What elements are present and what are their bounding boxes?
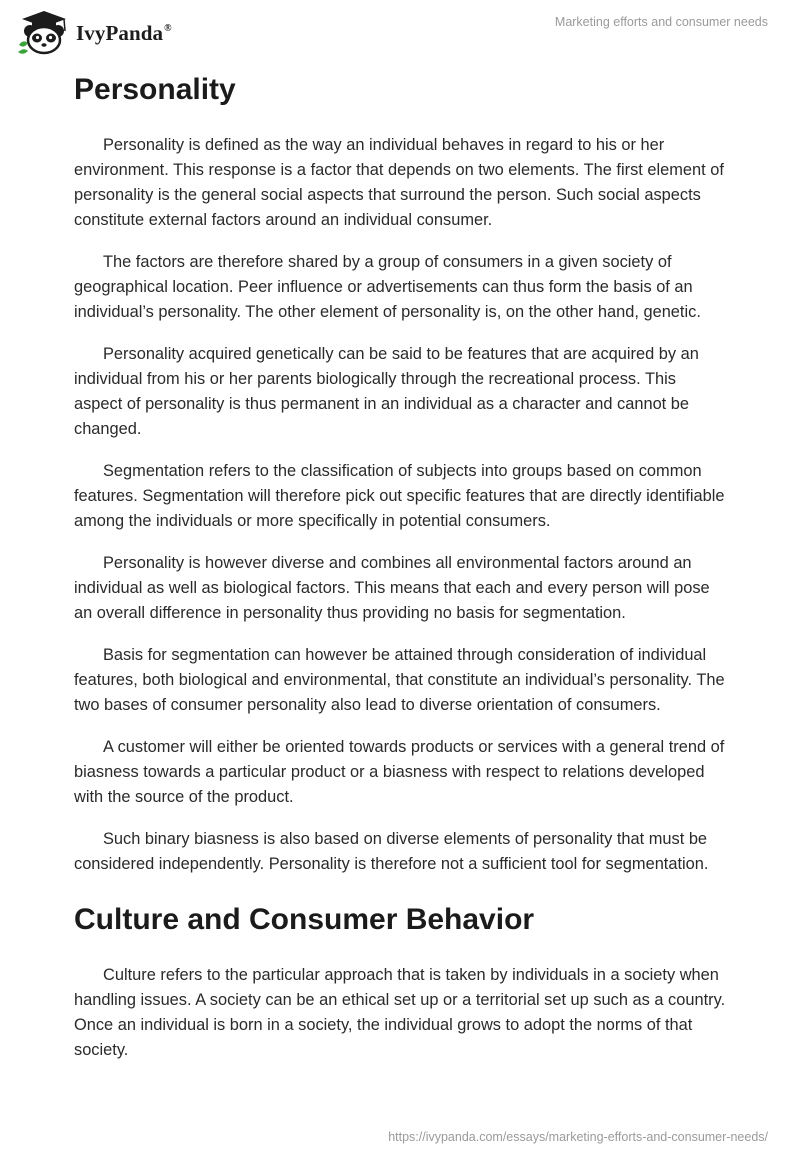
panda-graduate-icon	[16, 9, 72, 55]
page-header	[0, 0, 800, 60]
paragraph: Personality is however diverse and combines all environmental factors around an individual as well as biological factors. This means that each and every person will pose an overall difference in personality thus providing no basis for segmentation.	[74, 554, 710, 622]
registered-mark: ®	[164, 22, 172, 34]
paragraph: Personality is defined as the way an individual behaves in regard to his or her environment. This response is a factor that depends on two elements. The first element of personality is the general social aspects that surround the person. Such social aspects constitute external factors around an individual consumer.	[74, 136, 724, 229]
section-heading: Culture and Consumer Behavior	[74, 903, 535, 936]
brand-label: IvyPanda	[76, 20, 164, 45]
paragraph: Such binary biasness is also based on diverse elements of personality that must be considered independently. Personality is therefore not a sufficient tool for segmentation.	[74, 830, 709, 873]
brand-name	[76, 21, 172, 46]
section-heading: Personality	[74, 73, 236, 106]
section-personality	[74, 70, 726, 877]
paragraph: Basis for segmentation can however be attained through consideration of individual features, both biological and environmental, that constitute an individual’s personality. The two bases of consumer personality also lead to diverse orientation of consumers.	[74, 646, 725, 714]
source-url[interactable]: https://ivypanda.com/essays/marketing-efforts-and-consumer-needs/	[388, 1130, 768, 1144]
paragraph: A customer will either be oriented towards products or services with a general trend of biasness towards a particular product or a biasness with respect to relations developed with the source of the product.	[74, 738, 725, 806]
ivypanda-logo[interactable]	[16, 9, 172, 55]
essay-content	[74, 70, 726, 1080]
document-title: Marketing efforts and consumer needs	[554, 15, 768, 29]
section-culture-consumer-behavior	[74, 900, 726, 1063]
paragraph: Culture refers to the particular approach that is taken by individuals in a society when handling issues. A society can be an ethical set up or a territorial set up such as a country. Once an individual is born in a society, the individual grows to adopt the norms of that society.	[74, 966, 726, 1059]
paragraph: The factors are therefore shared by a group of consumers in a given society of geographical location. Peer influence or advertisements can thus form the basis of an individual’s personality. The other element of personality is, on the other hand, genetic.	[74, 253, 701, 321]
paragraph: Segmentation refers to the classification of subjects into groups based on common features. Segmentation will therefore pick out specific features that are directly identifiable among the individuals or more specifically in potential consumers.	[74, 462, 725, 530]
paragraph: Personality acquired genetically can be said to be features that are acquired by an individual from his or her parents biologically through the recreational process. This aspect of personality is thus permanent in an individual as a character and cannot be changed.	[74, 345, 699, 438]
